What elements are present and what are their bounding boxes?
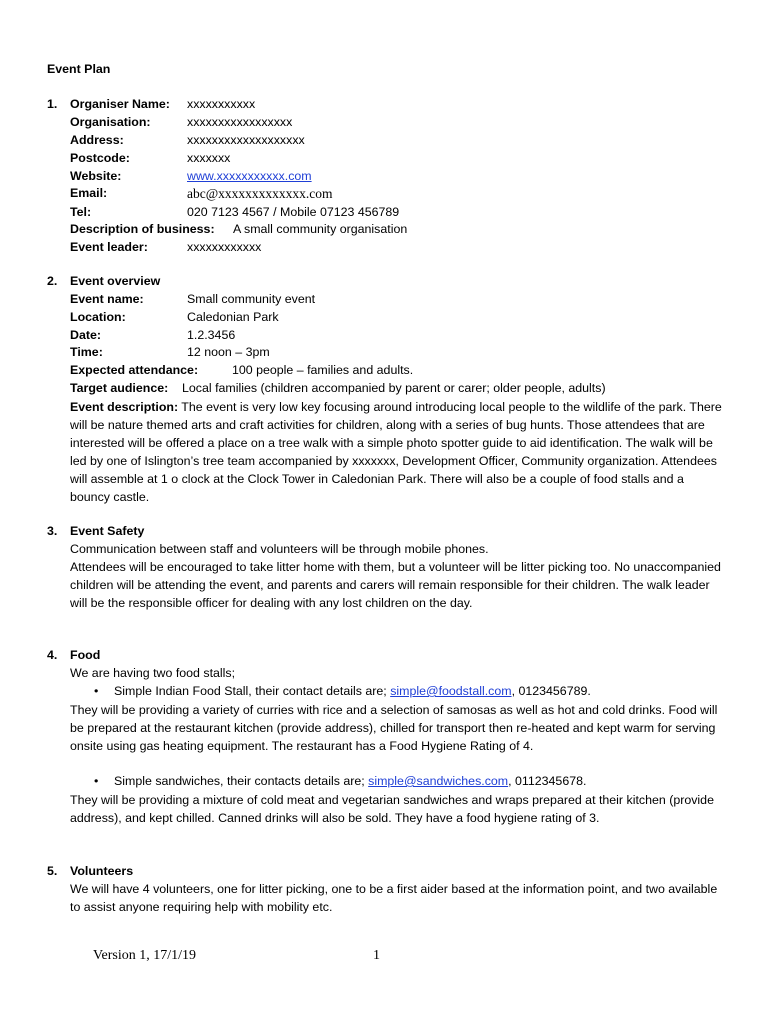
organisation-value: xxxxxxxxxxxxxxxxx <box>187 115 293 129</box>
website-label: Website: <box>70 169 122 183</box>
website-link[interactable]: www.xxxxxxxxxxx.com <box>187 169 312 183</box>
bullet-icon: • <box>94 684 99 698</box>
organisation-label: Organisation: <box>70 115 151 129</box>
section-2-number: 2. <box>47 274 58 288</box>
organiser-name-label: Organiser Name: <box>70 97 170 111</box>
event-description <box>70 399 725 506</box>
address-value: xxxxxxxxxxxxxxxxxxx <box>187 133 305 147</box>
bullet-2-text: Simple sandwiches, their contacts details are; <box>114 774 369 788</box>
time-value: 12 noon – 3pm <box>187 345 270 359</box>
event-leader-value: xxxxxxxxxxxx <box>187 240 262 254</box>
description-value: A small community organisation <box>233 222 408 236</box>
bullet-1-text: Simple Indian Food Stall, their contact details are; <box>114 684 391 698</box>
event-description-label: Event description: <box>70 400 179 414</box>
email-value: abc@xxxxxxxxxxxxx.com <box>187 186 333 201</box>
section-2-heading: Event overview <box>70 274 161 288</box>
bullet-1-phone: , 0123456789. <box>511 684 591 698</box>
attendance-value: 100 people – families and adults. <box>232 363 414 377</box>
target-audience-label: Target audience: <box>70 381 169 395</box>
footer-version: Version 1, 17/1/19 <box>93 948 197 963</box>
section-4-heading: Food <box>70 648 101 662</box>
date-label: Date: <box>70 328 101 342</box>
postcode-label: Postcode: <box>70 151 130 165</box>
bullet-icon: • <box>94 774 99 788</box>
safety-line-1: Communication between staff and volunteers will be through mobile phones. <box>70 542 489 556</box>
section-3-heading: Event Safety <box>70 524 145 538</box>
location-label: Location: <box>70 310 126 324</box>
attendance-label: Expected attendance: <box>70 363 199 377</box>
page-number: 1 <box>373 948 380 963</box>
section-1-number: 1. <box>47 97 58 111</box>
tel-value: 020 7123 4567 / Mobile 07123 456789 <box>187 205 400 219</box>
tel-label: Tel: <box>70 205 92 219</box>
section-4-number: 4. <box>47 648 58 662</box>
date-value: 1.2.3456 <box>187 328 236 342</box>
location-value: Caledonian Park <box>187 310 279 324</box>
foodstall-email-link[interactable]: simple@foodstall.com <box>390 684 512 698</box>
description-label: Description of business: <box>70 222 215 236</box>
bullet-2-phone: , 0112345678. <box>508 774 587 788</box>
volunteers-text: We will have 4 volunteers, one for litter picking, one to be a first aider based at the information point, and two available to assist anyone requiring help with mobility etc. <box>70 882 718 914</box>
food-para-1: They will be providing a variety of curries with rice and a selection of samosas as well as hot and cold drinks. Food will be prepared at the restaurant kitchen (provide address), chilled for transport then re-heated and kept warm for serving onsite using gas heating equipment. The restaurant has a Food Hygiene Rating of 4. <box>70 703 718 753</box>
safety-line-2: Attendees will be encouraged to take litter home with them, but a volunteer will be litter picking too. No unaccompanied children will be attending the event, and parents and carers will remain responsible for their children. The walk leader will be the responsible officer for dealing with any lost children on the day. <box>70 559 721 610</box>
email-label: Email: <box>70 186 108 200</box>
organiser-name-value: xxxxxxxxxxx <box>187 97 256 111</box>
sandwiches-email-link[interactable]: simple@sandwiches.com <box>368 774 509 788</box>
section-3-number: 3. <box>47 524 58 538</box>
event-name-label: Event name: <box>70 292 144 306</box>
address-label: Address: <box>70 133 124 147</box>
section-5-heading: Volunteers <box>70 864 134 878</box>
document-title: Event Plan <box>47 62 111 76</box>
time-label: Time: <box>70 345 103 359</box>
postcode-value: xxxxxxx <box>187 151 231 165</box>
section-5-number: 5. <box>47 864 58 878</box>
event-leader-label: Event leader: <box>70 240 148 254</box>
food-bullet-2 <box>94 774 586 788</box>
food-bullet-1 <box>94 684 591 698</box>
food-para-2: They will be providing a mixture of cold meat and vegetarian sandwiches and wraps prepared at their kitchen (provide address), and kept chilled. Canned drinks will also be sold. They have a food hygiene rating of 3. <box>70 793 714 825</box>
food-intro: We are having two food stalls; <box>70 666 236 680</box>
event-name-value: Small community event <box>187 292 316 306</box>
target-audience-value: Local families (children accompanied by parent or carer; older people, adults) <box>182 381 606 395</box>
event-description-text: The event is very low key focusing around introducing local people to the wildlife of the park. There will be nature themed arts and craft activities for children, along with a series of bug hunts. Those attendees that are interested will be offered a place on a tree walk with a simple photo spotter guide to aid identification. The walk will be led by one of Islington’s tree team accompanied by xxxxxxx, Development Officer, Community organization. Attendees will assemble at 1 o clock at the Clock Tower in Caledonian Park. There will also be a couple of food stalls and a bouncy castle. <box>70 400 722 504</box>
safety-text <box>70 541 725 613</box>
